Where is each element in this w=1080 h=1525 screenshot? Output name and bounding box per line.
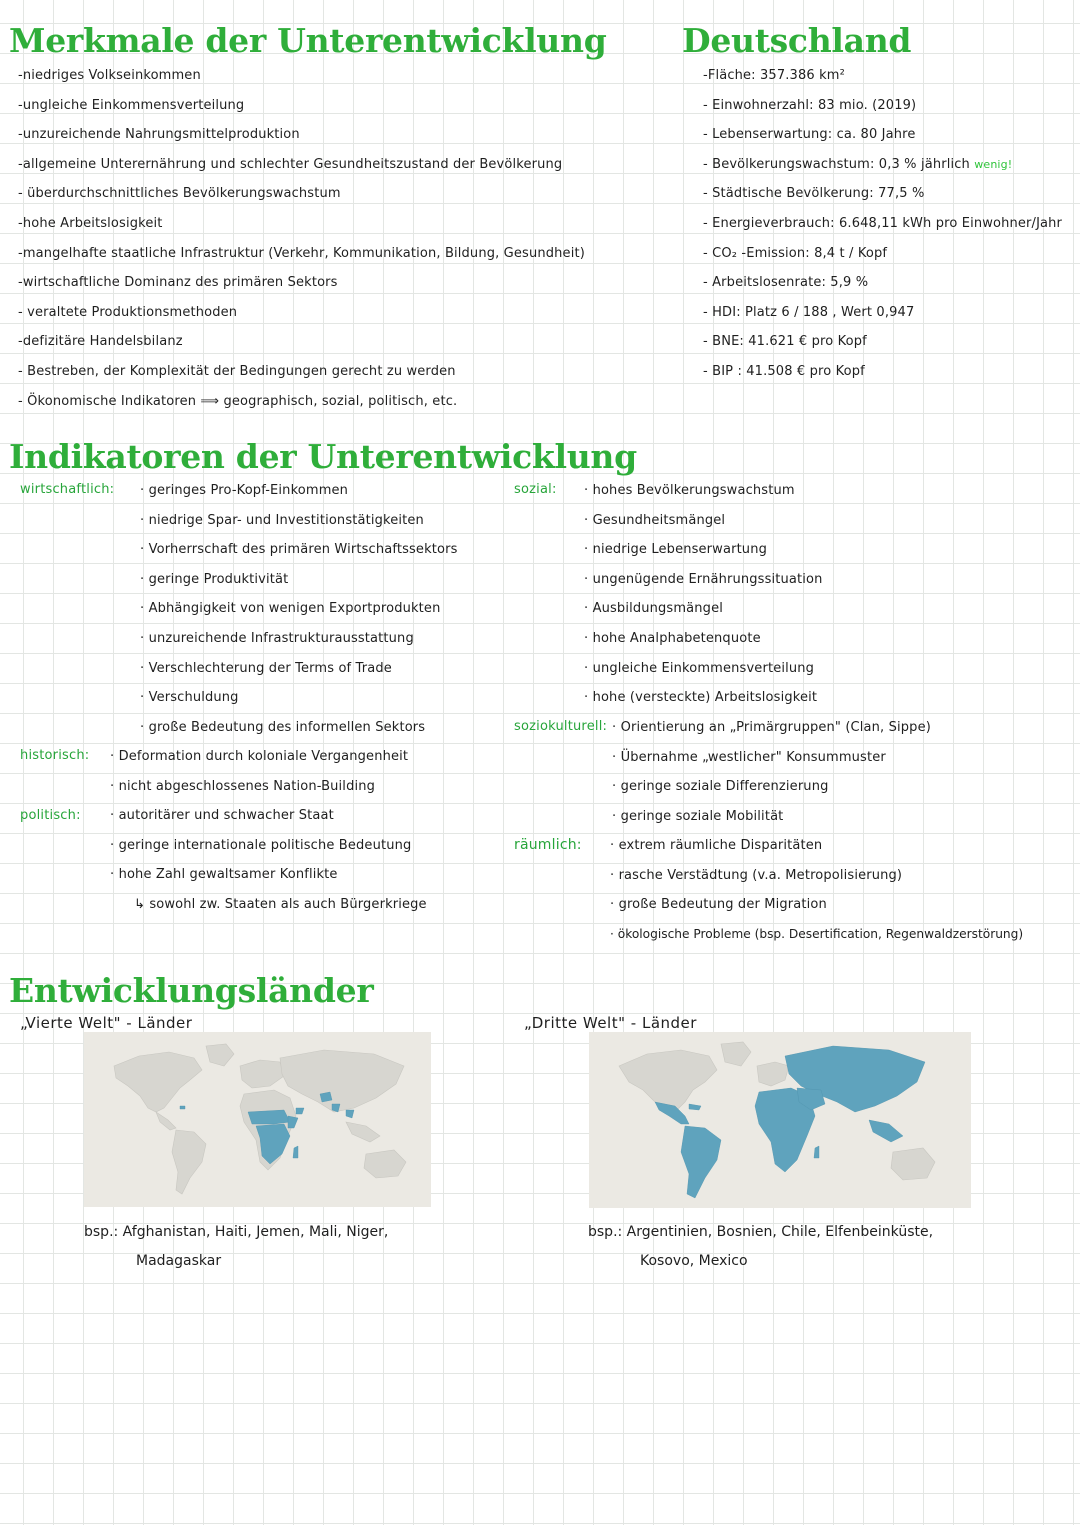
dritte-welt-examples-1: bsp.: Argentinien, Bosnien, Chile, Elfenbeinküste, — [588, 1224, 934, 1240]
list-item: · unzureichende Infrastrukturausstattung — [140, 630, 414, 646]
deutschland-title: Deutschland — [682, 21, 912, 60]
list-item: · Verschlechterung der Terms of Trade — [140, 660, 392, 676]
list-item: - veraltete Produktionsmethoden — [18, 304, 238, 320]
se-asia-shape — [346, 1122, 380, 1142]
list-item: · Deformation durch koloniale Vergangenheit — [110, 749, 409, 764]
raeumlich-list — [610, 831, 1023, 949]
list-item: · geringe internationale politische Bedeutung — [110, 837, 412, 853]
list-item: · niedrige Lebenserwartung — [584, 542, 767, 558]
list-item: -defizitäre Handelsbilanz — [18, 334, 183, 350]
world-map-dritte-welt — [589, 1032, 971, 1208]
category-historisch: historisch: — [20, 748, 90, 763]
list-item: · hohe Analphabetenquote — [584, 630, 761, 646]
list-item: · autoritärer und schwacher Staat — [110, 808, 334, 823]
list-item: · hohe Zahl gewaltsamer Konflikte — [110, 867, 338, 883]
asia-shape — [280, 1050, 404, 1112]
list-item: - BNE: 41.621 € pro Kopf — [703, 334, 867, 350]
sozial-list — [584, 476, 823, 713]
list-item: -hohe Arbeitslosigkeit — [18, 215, 163, 231]
south-america-shape — [172, 1130, 206, 1194]
category-politisch: politisch: — [20, 808, 81, 823]
highlight-caribbean — [689, 1104, 701, 1110]
list-item: · ungleiche Einkommensverteilung — [584, 660, 815, 676]
category-soziokulturell: soziokulturell: — [514, 719, 608, 734]
highlight-yemen — [296, 1108, 304, 1114]
politisch-list — [110, 801, 427, 919]
highlight-madagascar — [293, 1146, 298, 1158]
growth-note: wenig! — [974, 157, 1013, 171]
list-item: - Ökonomische Indikatoren ⟹ geographisch, sozial, politisch, etc. — [18, 393, 458, 409]
list-item: · geringes Pro-Kopf-Einkommen — [140, 483, 349, 498]
soziokulturell-list — [612, 713, 931, 831]
list-item: - Städtische Bevölkerung: 77,5 % — [703, 186, 925, 202]
indikatoren-title: Indikatoren der Unterentwicklung — [9, 437, 637, 476]
list-item: · Orientierung an „Primärgruppen" (Clan, Sippe) — [612, 720, 931, 735]
list-item: -wirtschaftliche Dominanz des primären Sektors — [18, 275, 338, 291]
vierte-welt-examples-1: bsp.: Afghanistan, Haiti, Jemen, Mali, Niger, — [84, 1224, 389, 1240]
list-item: · Gesundheitsmängel — [584, 512, 726, 528]
highlight-madagascar — [814, 1146, 819, 1158]
list-item: · geringe soziale Mobilität — [612, 808, 784, 824]
world-map-vierte-welt — [84, 1032, 431, 1207]
highlight-se-asia — [869, 1120, 903, 1142]
highlight-south-america — [681, 1126, 721, 1198]
category-wirtschaftlich: wirtschaftlich: — [20, 482, 115, 497]
historisch-list — [110, 742, 408, 801]
list-item: · große Bedeutung des informellen Sektors — [140, 719, 426, 735]
list-item: · ökologische Probleme (bsp. Desertification, Regenwaldzerstörung) — [610, 926, 1024, 941]
list-item: · geringe soziale Differenzierung — [612, 779, 829, 795]
deutschland-list — [703, 61, 1062, 387]
list-item: - Lebenserwartung: ca. 80 Jahre — [703, 127, 916, 143]
highlight-se-asia — [346, 1110, 354, 1118]
list-item: · Verschuldung — [140, 690, 239, 706]
dritte-welt-label: „Dritte Welt" - Länder — [524, 1014, 697, 1032]
list-item: - überdurchschnittliches Bevölkerungswachstum — [18, 186, 341, 202]
merkmale-list — [18, 61, 585, 416]
wirtschaftlich-list — [140, 476, 458, 742]
list-item: · extrem räumliche Disparitäten — [610, 838, 823, 853]
list-item: ↳ sowohl zw. Staaten als auch Bürgerkriege — [134, 896, 427, 912]
australia-shape — [891, 1148, 935, 1180]
greenland-shape — [721, 1042, 751, 1066]
list-item: -niedriges Volkseinkommen — [18, 68, 201, 83]
list-item: · hohes Bevölkerungswachstum — [584, 483, 795, 498]
greenland-shape — [206, 1044, 234, 1066]
dritte-welt-map — [589, 1032, 971, 1208]
list-item: -ungleiche Einkommensverteilung — [18, 97, 245, 113]
europe-shape — [757, 1062, 789, 1086]
merkmale-title: Merkmale der Unterentwicklung — [9, 21, 607, 60]
list-item: - HDI: Platz 6 / 188 , Wert 0,947 — [703, 304, 915, 320]
list-item: - Energieverbrauch: 6.648,11 kWh pro Einwohner/Jahr — [703, 215, 1063, 231]
central-america-shape — [156, 1112, 176, 1130]
list-item: - Einwohnerzahl: 83 mio. (2019) — [703, 97, 917, 113]
list-item: · geringe Produktivität — [140, 571, 289, 587]
list-item: - CO₂ -Emission: 8,4 t / Kopf — [703, 245, 888, 261]
list-item: - Bestreben, der Komplexität der Bedingungen gerecht zu werden — [18, 363, 456, 379]
list-item: -mangelhafte staatliche Infrastruktur (Verkehr, Kommunikation, Bildung, Gesundheit) — [18, 245, 585, 261]
list-item: · niedrige Spar- und Investitionstätigkeiten — [140, 512, 424, 528]
highlight-sahel — [248, 1110, 290, 1124]
highlight-haiti — [180, 1106, 185, 1109]
list-item: - BIP : 41.508 € pro Kopf — [703, 363, 865, 379]
list-item: · große Bedeutung der Migration — [610, 897, 827, 913]
list-item: - Arbeitslosenrate: 5,9 % — [703, 275, 869, 291]
list-item: -allgemeine Unterernährung und schlechter Gesundheitszustand der Bevölkerung — [18, 156, 563, 172]
north-america-shape — [619, 1050, 717, 1112]
australia-shape — [364, 1150, 406, 1178]
growth-text: - Bevölkerungswachstum: 0,3 % jährlich — [703, 156, 970, 172]
highlight-horn-of-africa — [288, 1116, 298, 1128]
list-item: -unzureichende Nahrungsmittelproduktion — [18, 127, 300, 143]
vierte-welt-map — [84, 1032, 431, 1207]
list-item: · Übernahme „westlicher" Konsummuster — [612, 749, 886, 765]
list-item: · nicht abgeschlossenes Nation-Building — [110, 778, 376, 794]
list-item: -Fläche: 357.386 km² — [703, 68, 845, 83]
dritte-welt-examples-2: Kosovo, Mexico — [640, 1253, 748, 1269]
north-america-shape — [114, 1052, 202, 1112]
vierte-welt-examples-2: Madagaskar — [136, 1253, 222, 1269]
list-item: · hohe (versteckte) Arbeitslosigkeit — [584, 690, 818, 706]
category-sozial: sozial: — [514, 482, 557, 497]
list-item: · Ausbildungsmängel — [584, 601, 723, 617]
list-item: · ungenügende Ernährungssituation — [584, 571, 823, 587]
vierte-welt-label: „Vierte Welt" - Länder — [20, 1014, 193, 1032]
list-item: · rasche Verstädtung (v.a. Metropolisierung) — [610, 867, 903, 883]
europe-shape — [240, 1060, 284, 1088]
category-raeumlich: räumlich: — [514, 837, 582, 853]
list-item: · Abhängigkeit von wenigen Exportprodukten — [140, 601, 441, 617]
highlight-afghanistan — [320, 1092, 332, 1102]
list-item — [703, 150, 1062, 180]
entwicklungslaender-title: Entwicklungsländer — [9, 971, 374, 1010]
highlight-mexico — [655, 1102, 689, 1124]
list-item: · Vorherrschaft des primären Wirtschaftssektors — [140, 542, 458, 558]
